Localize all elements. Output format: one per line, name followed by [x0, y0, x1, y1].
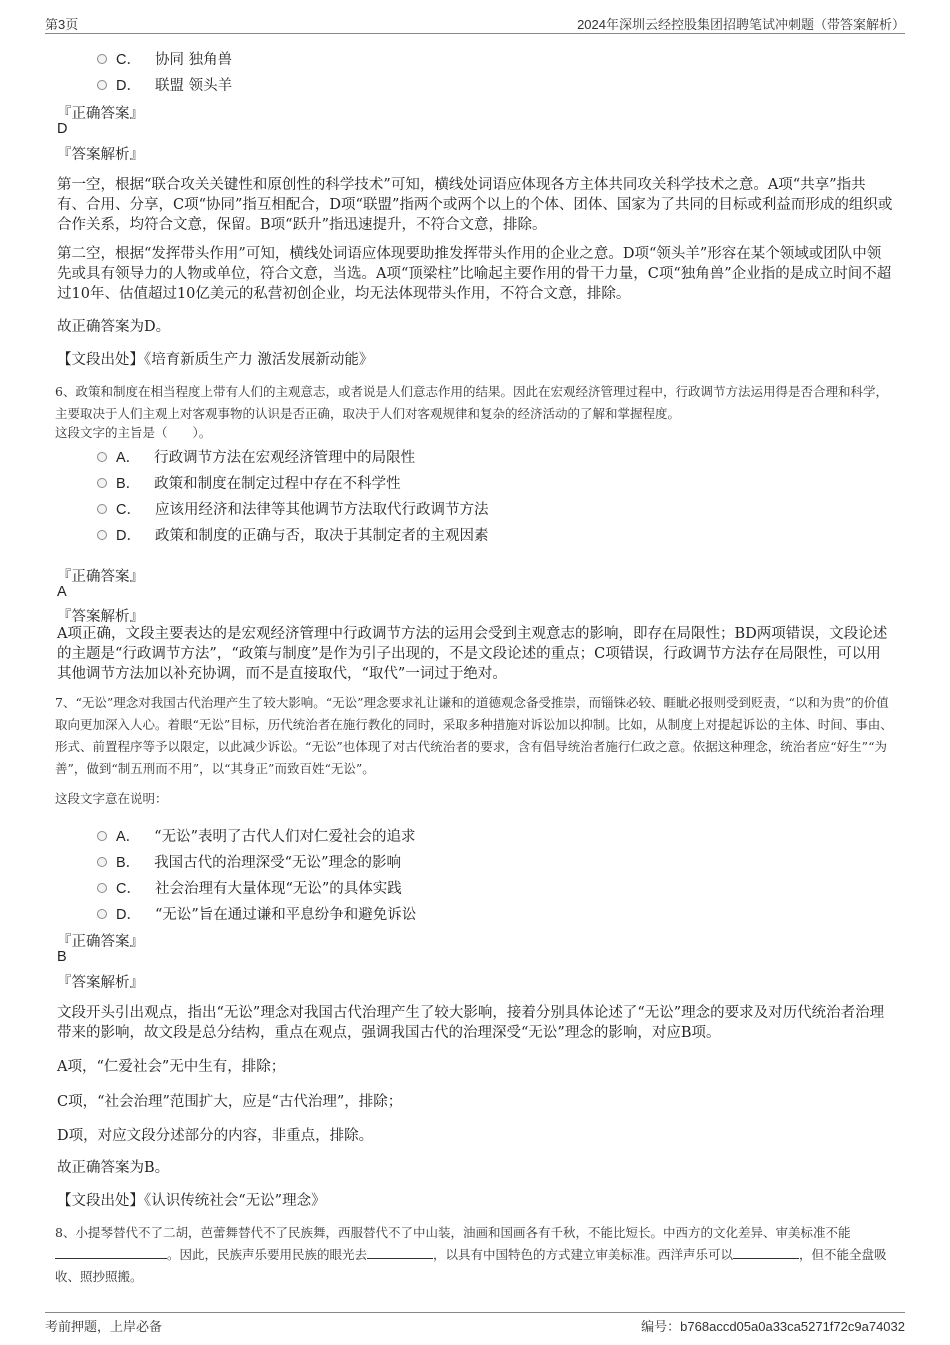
q5-analysis-paragraph-2: 第二空，根据“发挥带头作用”可知，横线处词语应体现要助推发挥带头作用的企业之意。D项“领头羊”形容在某个领域或团队中领先或具有领导力的人物或单位，符合文意，当选。A项“顶梁柱”比喻起主要作用的骨干力量，C项“独角兽”企业指的是成立时间不超过10年、估值超过10亿美元的私营初创企业，均无法体现带头作用，不符合文意，排除。	[57, 246, 892, 302]
q6-analysis: A项正确，文段主要表达的是宏观经济管理中行政调节方法的运用会受到主观意志的影响，即存在局限性；BD两项错误，文段论述的主题是“行政调节方法”，“政策与制度”是作为引子出现的，不是文段论述的重点；C项错误，行政调节方法存在局限性，可以用其他调节方法加以补充协调，而不是直接取代，“取代”一词过于绝对。	[57, 626, 888, 682]
q6-option-a[interactable]: A． 行政调节方法在宏观经济管理中的局限性	[97, 446, 415, 467]
radio-icon[interactable]	[97, 530, 107, 540]
radio-icon[interactable]	[97, 883, 107, 893]
q5-source: 【文段出处】《培育新质生产力 激活发展新动能》	[57, 352, 374, 368]
q5-option-c[interactable]: C． 协同 独角兽	[97, 48, 232, 69]
page-header	[45, 12, 905, 34]
radio-icon[interactable]	[97, 504, 107, 514]
radio-icon[interactable]	[97, 909, 107, 919]
q7-option-b[interactable]: B． 我国古代的治理深受“无讼”理念的影响	[97, 851, 401, 872]
q6-option-c[interactable]: C． 应该用经济和法律等其他调节方法取代行政调节方法	[97, 498, 488, 519]
radio-icon[interactable]	[97, 478, 107, 488]
radio-icon[interactable]	[97, 54, 107, 64]
q5-answer: D	[57, 121, 68, 137]
q6-stem: 6、政策和制度在相当程度上带有人们的主观意志，或者说是人们意志作用的结果。因此在宏观经济管理过程中，行政调节方法运用得是否合理和科学，主要取决于人们主观上对客观事物的认识是否正确，取决于人们对客观规律和复杂的经济活动的了解和掌握程度。	[55, 384, 888, 421]
q6-option-d[interactable]: D． 政策和制度的正确与否，取决于其制定者的主观因素	[97, 524, 488, 545]
q7-analysis-paragraph-3: C项，“社会治理”范围扩大，应是“古代治理”，排除；	[57, 1094, 403, 1110]
q7-source: 【文段出处】《认识传统社会“无讼”理念》	[57, 1193, 326, 1209]
q7-option-c[interactable]: C． 社会治理有大量体现“无讼”的具体实践	[97, 877, 402, 898]
q7-answer-label: 『正确答案』	[57, 934, 144, 950]
q6-answer-label: 『正确答案』	[57, 569, 144, 585]
page-footer	[45, 1312, 905, 1336]
radio-icon[interactable]	[97, 831, 107, 841]
radio-icon[interactable]	[97, 452, 107, 462]
q5-conclusion: 故正确答案为D。	[57, 319, 171, 335]
radio-icon[interactable]	[97, 80, 107, 90]
q7-analysis-label: 『答案解析』	[57, 975, 144, 991]
q5-option-d[interactable]: D． 联盟 领头羊	[97, 74, 232, 95]
footer-slogan: 考前押题，上岸必备	[45, 1320, 163, 1335]
q5-answer-label: 『正确答案』	[57, 106, 144, 122]
q6-answer: A	[57, 584, 67, 600]
q7-analysis-paragraph-2: A项，“仁爱社会”无中生有，排除；	[57, 1059, 286, 1075]
q7-option-a[interactable]: A． “无讼”表明了古代人们对仁爱社会的追求	[97, 825, 416, 846]
q5-analysis-paragraph-1: 第一空，根据“联合攻关关键性和原创性的科学技术”可知，横线处词语应体现各方主体共同攻关科学技术之意。A项“共享”指共有、合用、分享，C项“协同”指互相配合，D项“联盟”指两个或两个以上的个体、团体、国家为了共同的目标或利益而形成的组织或合作关系，均符合文意，保留。B项“跃升”指迅速提升，不符合文意，排除。	[57, 177, 893, 233]
q7-option-d[interactable]: D． “无讼”旨在通过谦和平息纷争和避免诉讼	[97, 903, 416, 924]
q7-answer: B	[57, 949, 67, 965]
fill-blank-3[interactable]	[733, 1245, 799, 1259]
q6-analysis-label: 『答案解析』	[57, 609, 144, 625]
document-title: 2024年深圳云经控股集团招聘笔试冲刺题（带答案解析）	[577, 17, 905, 32]
q7-stem: 7、“无讼”理念对我国古代治理产生了较大影响。“无讼”理念要求礼让谦和的道德观念备受推崇，而锱铢必较、睚眦必报则受到贬责，“以和为贵”的价值取向更加深入人心。着眼“无讼”目标，历代统治者在施行教化的同时，采取多种措施对诉讼加以抑制。比如，从制度上对提起诉讼的主体、时间、事由、形式、前置程序等予以限定，以此减少诉讼。“无讼”也体现了对古代统治者的要求，含有倡导统治者施行仁政之意。依据这种理念，统治者应“好生”“为善”，做到“制五刑而不用”，以“其身正”而致百姓“无讼”。	[55, 695, 893, 776]
document-id: 编号：b768accd05a0a33ca5271f72c9a74032	[641, 1319, 905, 1334]
fill-blank-1[interactable]	[55, 1245, 167, 1259]
q7-analysis-paragraph-1: 文段开头引出观点，指出“无讼”理念对我国古代治理产生了较大影响，接着分别具体论述了“无讼”理念的要求及对历代统治者治理带来的影响，故文段是总分结构，重点在观点，强调我国古代的治理深受“无讼”理念的影响，对应B项。	[57, 1005, 885, 1041]
q5-analysis-label: 『答案解析』	[57, 147, 144, 163]
q6-prompt: 这段文字的主旨是（ ）。	[55, 425, 212, 440]
q7-prompt: 这段文字意在说明：	[55, 791, 168, 806]
radio-icon[interactable]	[97, 857, 107, 867]
q7-conclusion: 故正确答案为B。	[57, 1160, 170, 1176]
q7-analysis-paragraph-4: D项，对应文段分述部分的内容，非重点，排除。	[57, 1128, 374, 1144]
page-number: 第3页	[45, 17, 79, 32]
q8-stem: 8、小提琴替代不了二胡，芭蕾舞替代不了民族舞，西服替代不了中山装，油画和国画各有千秋，不能比短长。中西方的文化差异、审美标准不能。因此，民族声乐要用民族的眼光去 ，以具有中国特色的方式建立审美标准。西洋声乐可以 ，但不能全盘吸收、照抄照搬。	[55, 1225, 887, 1284]
q6-option-b[interactable]: B． 政策和制度在制定过程中存在不科学性	[97, 472, 401, 493]
fill-blank-2[interactable]	[367, 1245, 433, 1259]
